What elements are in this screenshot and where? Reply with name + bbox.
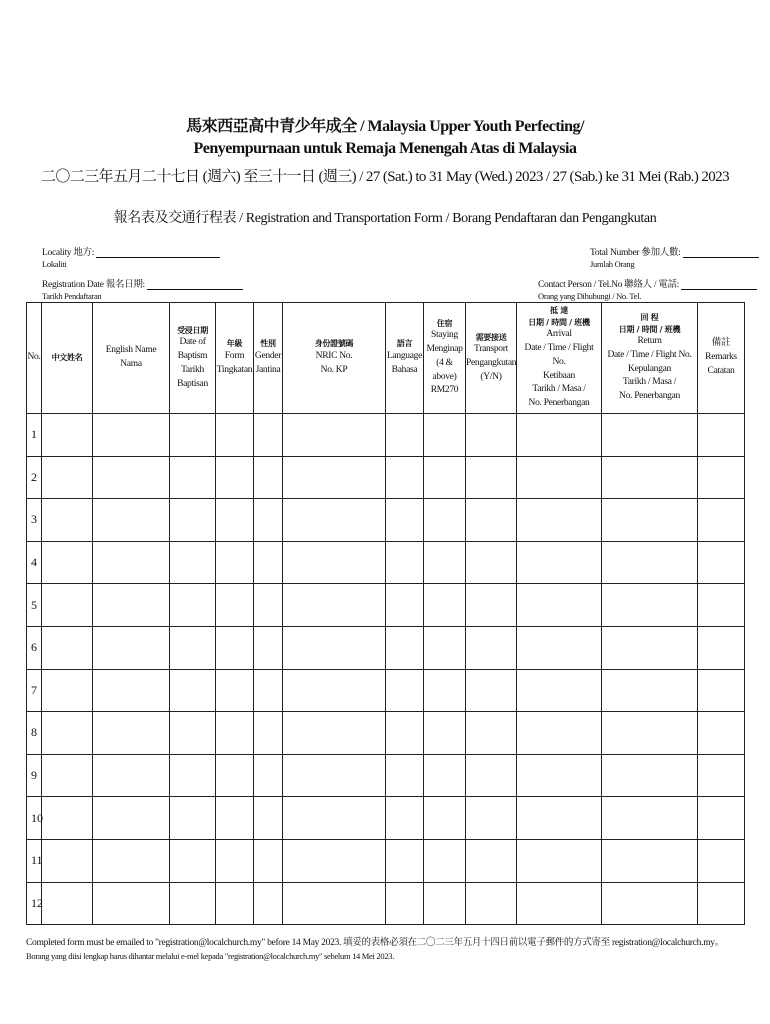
header-arrival: 抵 達 日期 / 時間 / 班機 Arrival Date / Time / Flight No. Ketibaan Tarikh / Masa / No. Penerbangan (517, 303, 602, 414)
locality-input-line[interactable] (96, 256, 220, 258)
registration-date-label: Registration Date 報名日期: (42, 280, 145, 290)
table-cell[interactable] (424, 456, 466, 499)
header-return: 回 程 日期 / 時間 / 班機 Return Date / Time / Flight No. Kepulangan Tarikh / Masa / No. Penerbangan (602, 303, 698, 414)
table-cell[interactable] (698, 499, 745, 542)
header-gender: 性別 Gender Jantina (254, 303, 283, 414)
table-cell[interactable] (283, 797, 386, 840)
table-cell[interactable] (216, 414, 254, 457)
table-cell[interactable] (170, 584, 216, 627)
table-cell[interactable] (254, 584, 283, 627)
table-row (27, 754, 745, 797)
table-cell[interactable] (283, 839, 386, 882)
contact-person-sublabel: Orang yang Dihubungi / No. Tel. (538, 291, 642, 301)
row-number: 10 (27, 797, 42, 840)
table-cell[interactable] (698, 882, 745, 925)
table-cell[interactable] (424, 712, 466, 755)
table-cell[interactable] (424, 541, 466, 584)
table-cell[interactable] (283, 712, 386, 755)
table-row (27, 541, 745, 584)
document-title-malay: Penyempurnaan untuk Remaja Menengah Atas di Malaysia (193, 140, 577, 157)
locality-label: Locality 地方: (42, 248, 95, 258)
table-cell[interactable] (170, 839, 216, 882)
table-cell[interactable] (386, 541, 424, 584)
table-cell[interactable] (698, 754, 745, 797)
table-cell[interactable] (517, 456, 602, 499)
table-cell[interactable] (42, 669, 93, 712)
table-cell[interactable] (93, 456, 170, 499)
table-cell[interactable] (283, 669, 386, 712)
table-cell[interactable] (424, 669, 466, 712)
header-language: 語言 Language Bahasa (386, 303, 424, 414)
table-cell[interactable] (216, 669, 254, 712)
registration-table (26, 302, 745, 925)
table-cell[interactable] (517, 584, 602, 627)
table-cell[interactable] (466, 797, 517, 840)
table-cell[interactable] (42, 797, 93, 840)
table-cell[interactable] (424, 499, 466, 542)
table-row (27, 499, 745, 542)
table-cell[interactable] (93, 712, 170, 755)
table-cell[interactable] (254, 626, 283, 669)
table-cell[interactable] (254, 669, 283, 712)
row-number: 4 (27, 541, 42, 584)
table-cell[interactable] (698, 541, 745, 584)
table-cell[interactable] (517, 797, 602, 840)
table-row (27, 584, 745, 627)
table-cell[interactable] (386, 456, 424, 499)
row-number: 2 (27, 456, 42, 499)
table-cell[interactable] (42, 882, 93, 925)
locality-sublabel: Lokaliti (42, 259, 67, 269)
contact-person-input-line[interactable] (681, 288, 757, 290)
table-cell[interactable] (283, 882, 386, 925)
table-cell[interactable] (466, 456, 517, 499)
table-cell[interactable] (216, 456, 254, 499)
locality-field[interactable] (42, 244, 220, 269)
table-cell[interactable] (602, 626, 698, 669)
table-row (27, 669, 745, 712)
table-cell[interactable] (283, 499, 386, 542)
row-number: 12 (27, 882, 42, 925)
table-row (27, 797, 745, 840)
table-cell[interactable] (216, 797, 254, 840)
table-cell[interactable] (517, 414, 602, 457)
table-cell[interactable] (170, 712, 216, 755)
table-cell[interactable] (254, 414, 283, 457)
table-cell[interactable] (386, 797, 424, 840)
table-cell[interactable] (170, 797, 216, 840)
table-cell[interactable] (602, 669, 698, 712)
total-number-label: Total Number 參加人數: (590, 248, 681, 258)
registration-date-input-line[interactable] (147, 288, 243, 290)
table-cell[interactable] (42, 499, 93, 542)
table-cell[interactable] (42, 541, 93, 584)
table-cell[interactable] (517, 882, 602, 925)
table-cell[interactable] (42, 712, 93, 755)
row-number: 1 (27, 414, 42, 457)
table-cell[interactable] (93, 882, 170, 925)
table-row (27, 626, 745, 669)
row-number: 8 (27, 712, 42, 755)
table-cell[interactable] (93, 839, 170, 882)
table-cell[interactable] (466, 839, 517, 882)
table-cell[interactable] (216, 754, 254, 797)
table-cell[interactable] (602, 414, 698, 457)
table-cell[interactable] (602, 754, 698, 797)
table-cell[interactable] (386, 669, 424, 712)
table-cell[interactable] (698, 584, 745, 627)
table-cell[interactable] (386, 499, 424, 542)
header-transport: 需要接送 Transport Pengangkutan (Y/N) (466, 303, 517, 414)
table-cell[interactable] (93, 669, 170, 712)
table-cell[interactable] (283, 584, 386, 627)
table-cell[interactable] (386, 584, 424, 627)
table-cell[interactable] (466, 584, 517, 627)
table-cell[interactable] (602, 839, 698, 882)
table-cell[interactable] (216, 541, 254, 584)
table-cell[interactable] (216, 584, 254, 627)
table-cell[interactable] (42, 839, 93, 882)
table-cell[interactable] (517, 712, 602, 755)
table-cell[interactable] (698, 839, 745, 882)
table-cell[interactable] (283, 541, 386, 584)
table-cell[interactable] (424, 626, 466, 669)
table-cell[interactable] (42, 626, 93, 669)
table-cell[interactable] (698, 797, 745, 840)
table-cell[interactable] (254, 499, 283, 542)
table-cell[interactable] (283, 626, 386, 669)
table-cell[interactable] (254, 882, 283, 925)
contact-person-field[interactable] (538, 276, 757, 301)
row-number: 3 (27, 499, 42, 542)
table-cell[interactable] (386, 882, 424, 925)
header-nric: 身份證號碼 NRIC No. No. KP (283, 303, 386, 414)
form-title: 報名表及交通行程表 / Registration and Transportation Form / Borang Pendaftaran dan Pengangkutan (113, 211, 657, 226)
table-cell[interactable] (698, 456, 745, 499)
table-row (27, 839, 745, 882)
table-cell[interactable] (466, 712, 517, 755)
table-cell[interactable] (42, 456, 93, 499)
table-cell[interactable] (283, 414, 386, 457)
registration-date-sublabel: Tarikh Pendaftaran (42, 291, 102, 301)
table-cell[interactable] (254, 754, 283, 797)
table-cell[interactable] (170, 882, 216, 925)
table-row (27, 712, 745, 755)
table-cell[interactable] (386, 712, 424, 755)
table-cell[interactable] (698, 712, 745, 755)
table-cell[interactable] (93, 499, 170, 542)
row-number: 11 (27, 839, 42, 882)
header-english-name: English Name Nama (93, 303, 170, 414)
row-number: 5 (27, 584, 42, 627)
table-cell[interactable] (42, 754, 93, 797)
table-cell[interactable] (93, 414, 170, 457)
table-cell[interactable] (216, 626, 254, 669)
table-cell[interactable] (93, 626, 170, 669)
table-cell[interactable] (517, 626, 602, 669)
row-number: 6 (27, 626, 42, 669)
table-body (27, 414, 745, 925)
table-cell[interactable] (254, 456, 283, 499)
table-cell[interactable] (93, 797, 170, 840)
table-cell[interactable] (386, 754, 424, 797)
table-cell[interactable] (424, 797, 466, 840)
table-cell[interactable] (602, 797, 698, 840)
table-cell[interactable] (254, 541, 283, 584)
table-cell[interactable] (170, 669, 216, 712)
row-number: 9 (27, 754, 42, 797)
table-cell[interactable] (93, 584, 170, 627)
table-cell[interactable] (93, 754, 170, 797)
table-cell[interactable] (283, 754, 386, 797)
table-cell[interactable] (466, 669, 517, 712)
table-cell[interactable] (466, 754, 517, 797)
header-chinese-name: 中文姓名 (42, 303, 93, 414)
table-row (27, 456, 745, 499)
table-cell[interactable] (170, 541, 216, 584)
table-cell[interactable] (602, 456, 698, 499)
table-cell[interactable] (386, 414, 424, 457)
table-cell[interactable] (698, 626, 745, 669)
table-cell[interactable] (283, 456, 386, 499)
table-cell[interactable] (216, 712, 254, 755)
table-row (27, 414, 745, 457)
registration-date-field[interactable] (42, 276, 243, 301)
table-cell[interactable] (170, 456, 216, 499)
total-number-field[interactable] (590, 244, 759, 269)
table-cell[interactable] (424, 414, 466, 457)
table-cell[interactable] (466, 626, 517, 669)
table-cell[interactable] (424, 839, 466, 882)
event-dates: 二〇二三年五月二十七日 (週六) 至三十一日 (週三) / 27 (Sat.) to 31 May (Wed.) 2023 / 27 (Sab.) ke 31 Mei (Rab.) 2023 (41, 169, 729, 185)
footer-instruction-malay: Borang yang diisi lengkap harus dihantar melalui e-mel kepada "registration@localchurch.my" sebelum 14 Mei 2023. (26, 951, 395, 961)
table-cell[interactable] (386, 839, 424, 882)
table-cell[interactable] (424, 584, 466, 627)
total-number-sublabel: Jumlah Orang (590, 259, 635, 269)
table-cell[interactable] (602, 499, 698, 542)
table-cell[interactable] (602, 541, 698, 584)
footer-instruction: Completed form must be emailed to "registration@localchurch.my" before 14 May 2023. 填妥的表格必須在二〇二三年五月十四日前以電子郵件的方式寄至 registration@localchurch.my。 (26, 938, 724, 948)
table-cell[interactable] (517, 839, 602, 882)
contact-person-label: Contact Person / Tel.No 聯絡人 / 電話: (538, 280, 679, 290)
table-row (27, 882, 745, 925)
table-cell[interactable] (466, 499, 517, 542)
table-cell[interactable] (698, 414, 745, 457)
table-cell[interactable] (42, 414, 93, 457)
table-cell[interactable] (424, 882, 466, 925)
table-cell[interactable] (170, 414, 216, 457)
header-form: 年級 Form Tingkatan (216, 303, 254, 414)
table-cell[interactable] (254, 797, 283, 840)
table-cell[interactable] (698, 669, 745, 712)
table-cell[interactable] (170, 626, 216, 669)
table-cell[interactable] (602, 584, 698, 627)
table-cell[interactable] (517, 499, 602, 542)
header-no: No. (27, 303, 42, 414)
table-cell[interactable] (216, 839, 254, 882)
table-cell[interactable] (170, 754, 216, 797)
table-cell[interactable] (424, 754, 466, 797)
table-cell[interactable] (602, 712, 698, 755)
table-header-row (27, 303, 745, 414)
header-staying: 住宿 Staying Menginap (4 & above) RM270 (424, 303, 466, 414)
table-cell[interactable] (517, 669, 602, 712)
table-cell[interactable] (216, 499, 254, 542)
table-cell[interactable] (466, 882, 517, 925)
table-cell[interactable] (93, 541, 170, 584)
table-cell[interactable] (42, 584, 93, 627)
table-cell[interactable] (517, 541, 602, 584)
total-number-input-line[interactable] (683, 256, 759, 258)
table-cell[interactable] (216, 882, 254, 925)
table-cell[interactable] (466, 541, 517, 584)
table-cell[interactable] (466, 414, 517, 457)
table-cell[interactable] (254, 839, 283, 882)
table-cell[interactable] (602, 882, 698, 925)
document-title: 馬來西亞高中青少年成全 / Malaysia Upper Youth Perfecting/ (186, 118, 584, 135)
table-cell[interactable] (517, 754, 602, 797)
table-cell[interactable] (254, 712, 283, 755)
table-cell[interactable] (170, 499, 216, 542)
header-remarks: 備註 Remarks Catatan (698, 303, 745, 414)
header-baptism-date: 受浸日期 Date of Baptism Tarikh Baptisan (170, 303, 216, 414)
table-cell[interactable] (386, 626, 424, 669)
row-number: 7 (27, 669, 42, 712)
